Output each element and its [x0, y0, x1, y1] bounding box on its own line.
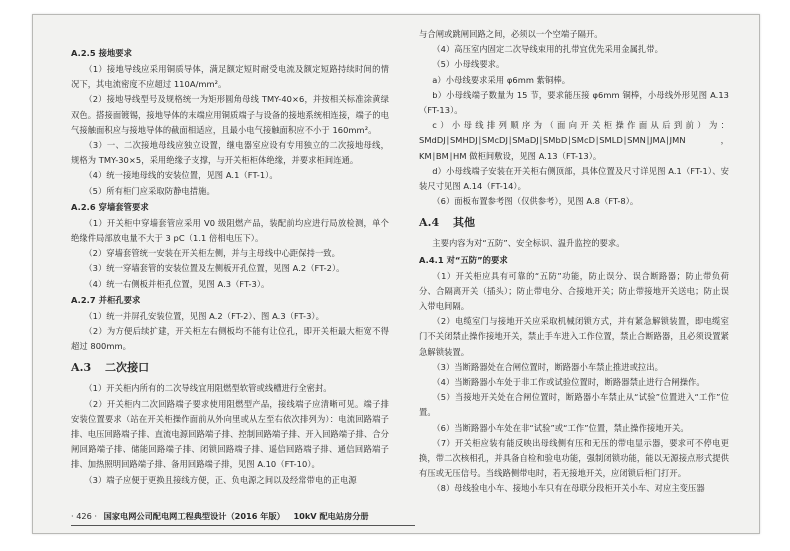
- paragraph: （4）高压室内固定二次导线束用的扎带宜优先采用金属扎带。: [432, 44, 663, 55]
- page-footer: [71, 511, 431, 522]
- paragraph: （2）接地导线型号及规格统一为矩形圆角母线 TMY-40×6，并按相关标准涂黄绿双色。搭接面镀锡，接地导体的末端应用铜质端子与设备的接地系统相连接，端子的电气接触面积应与接地导体的截面相适应，且最小电气接触面积应不小于 160mm²。: [71, 94, 389, 135]
- paragraph: （4）统一接地母线的安装位置，见图 A.1（FT-1）。: [84, 170, 278, 181]
- left-column: [71, 45, 389, 488]
- paragraph: （2）开关柜内二次回路端子要求使用阻燃型产品，接线端子应清晰可见。端子排安装位置要求（站在开关柜操作面前从外向里或从左至右依次排列为）：电流回路端子排、电压回路端子排、直流电源回路端子排、控制回路端子排、开入回路端子排、合分闸回路端子排、储能回路端子排、闭锁回路端子排、遥信回路端子排、通信回路端子排、加热照明回路端子排、备用回路端子排，见图 A.10（FT-10）。: [71, 398, 389, 470]
- section-heading-a25: A.2.5 接地要求: [71, 48, 133, 58]
- paragraph: a）小母线要求采用 φ6mm 紫铜棒。: [432, 74, 571, 85]
- section-heading-a27: A.2.7 并柜孔要求: [71, 294, 141, 305]
- paragraph: （2）为方便后续扩建，开关柜左右侧板均不能有让位孔，即开关柜最大柜宽不得超过 800mm。: [71, 326, 389, 352]
- section-number: A.3: [71, 361, 92, 375]
- paragraph: （8）母线验电小车、接地小车只有在母联分段柜开关小车、对应主变压器: [432, 483, 705, 494]
- right-column: [419, 27, 729, 497]
- paragraph: d）小母线端子安装在开关柜右侧顶部，具体位置及尺寸详见图 A.1（FT-1）、安装尺寸见图 A.14（FT-14）。: [419, 165, 729, 192]
- paragraph: （5）小母线要求。: [432, 59, 505, 70]
- paragraph: 主要内容为对“五防”、安全标识、温升监控的要求。: [432, 238, 625, 249]
- section-heading-a26: A.2.6 穿墙套管要求: [71, 201, 149, 212]
- section-title: 二次接口: [105, 361, 150, 375]
- paragraph: （2）电缆室门与接地开关应采取机械闭锁方式，并有紧急解锁装置，即电缆室门不关闭禁止操作接地开关，禁止手车进入工作位置，禁止合断路器，且必须设置紧急解锁装置。: [419, 316, 729, 357]
- paragraph: （3）统一穿墙套管的安装位置及左侧板开孔位置，见图 A.2（FT-2）。: [84, 263, 345, 274]
- paragraph: （4）当断路器小车处于非工作或试验位置时，断路器禁止进行合闸操作。: [432, 377, 705, 388]
- paragraph: 与合闸或跳闸回路之间，必须以一个空端子隔开。: [419, 29, 603, 39]
- section-heading-a41: A.4.1 对“五防”的要求: [419, 254, 508, 265]
- paragraph: （7）开关柜应装有能反映出母线侧有压和无压的带电显示器，要求可不停电更换，带二次核相孔，并具备自检和验电功能，强制闭锁功能，能以无源接点形式提供有压或无压信号。当线路侧带电时，若无接地开关，应闭锁后柜门打开。: [419, 437, 729, 479]
- paragraph: （6）面板布置参考图（仅供参考），见图 A.8（FT-8）。: [432, 196, 639, 207]
- paragraph: （3）当断路器处在合闸位置时，断路器小车禁止推进或拉出。: [432, 361, 663, 372]
- section-number: A.4: [419, 216, 440, 230]
- footer-rule: [71, 525, 415, 526]
- paragraph: （1）统一并屏孔安装位置，见图 A.2（FT-2）、图 A.3（FT-3）。: [84, 310, 324, 321]
- section-heading-a4: [419, 214, 729, 232]
- page-number: · 426 ·: [71, 511, 98, 521]
- paragraph: （3）端子应便于更换且接线方便，正、负电源之间以及经常带电的正电源: [84, 474, 357, 485]
- paragraph: （1）开关柜内所有的二次导线宜用阻燃型软管或线槽进行全密封。: [84, 383, 332, 394]
- paragraph: （5）当接地开关处在合闸位置时，断路器小车禁止从“试验”位置进入“工作”位置。: [419, 392, 729, 418]
- paragraph: c）小母线排列顺序为（面向开关柜操作面从后到前）为：SMdDJ∣SMHDJ∣SMcDJ∣SMaDJ∣SMbD∣SMcD∣SMLD∣SMN∣JMA∣JMN，KM∣BM∣HM 做柜间敷设，见图 A.13（FT-13）。: [419, 120, 729, 161]
- document-page: [32, 14, 760, 534]
- section-heading-a3: [71, 359, 389, 377]
- paragraph: （5）所有柜门应采取防静电措施。: [84, 185, 215, 196]
- paragraph: （1）开关柜应具有可靠的“五防”功能，防止误分、误合断路器；防止带负荷分、合隔离开关（插头）；防止带电分、合接地开关；防止带接地开关送电；防止误入带电间隔。: [419, 270, 729, 312]
- paragraph: （4）统一右侧板并柜孔位置，见图 A.3（FT-3）。: [84, 278, 270, 289]
- paragraph: （1）接地导线应采用铜质导体，满足额定短时耐受电流及额定短路持续时间的情况下，其电流密度不应超过 110A/mm²。: [71, 64, 389, 90]
- volume-title: 10kV 配电站房分册: [293, 511, 369, 521]
- book-title: 国家电网公司配电网工程典型设计（2016 年版）: [103, 511, 285, 521]
- section-title: 其他: [453, 216, 476, 230]
- paragraph: （6）当断路器小车处在非“试验”或“工作”位置，禁止操作接地开关。: [432, 422, 689, 433]
- paragraph: （1）开关柜中穿墙套管应采用 V0 级阻燃产品，装配前均应进行局放检测，单个绝缘件局部放电量不大于 3 pC（1.1 倍相电压下）。: [71, 217, 389, 244]
- paragraph: b）小母线端子数量为 15 节，要求能压接 φ6mm 铜棒，小母线外形见图 A.13（FT-13）。: [419, 89, 729, 116]
- paragraph: （3）一、二次接地母线应独立设置，继电器室应设有专用独立的二次接地母线，规格为 TMY-30×5，采用绝缘子支撑，与开关柜柜体绝缘，并要求柜间连通。: [71, 140, 389, 166]
- paragraph: （2）穿墙套管统一安装在开关柜左侧，并与主母线中心距保持一致。: [84, 248, 341, 259]
